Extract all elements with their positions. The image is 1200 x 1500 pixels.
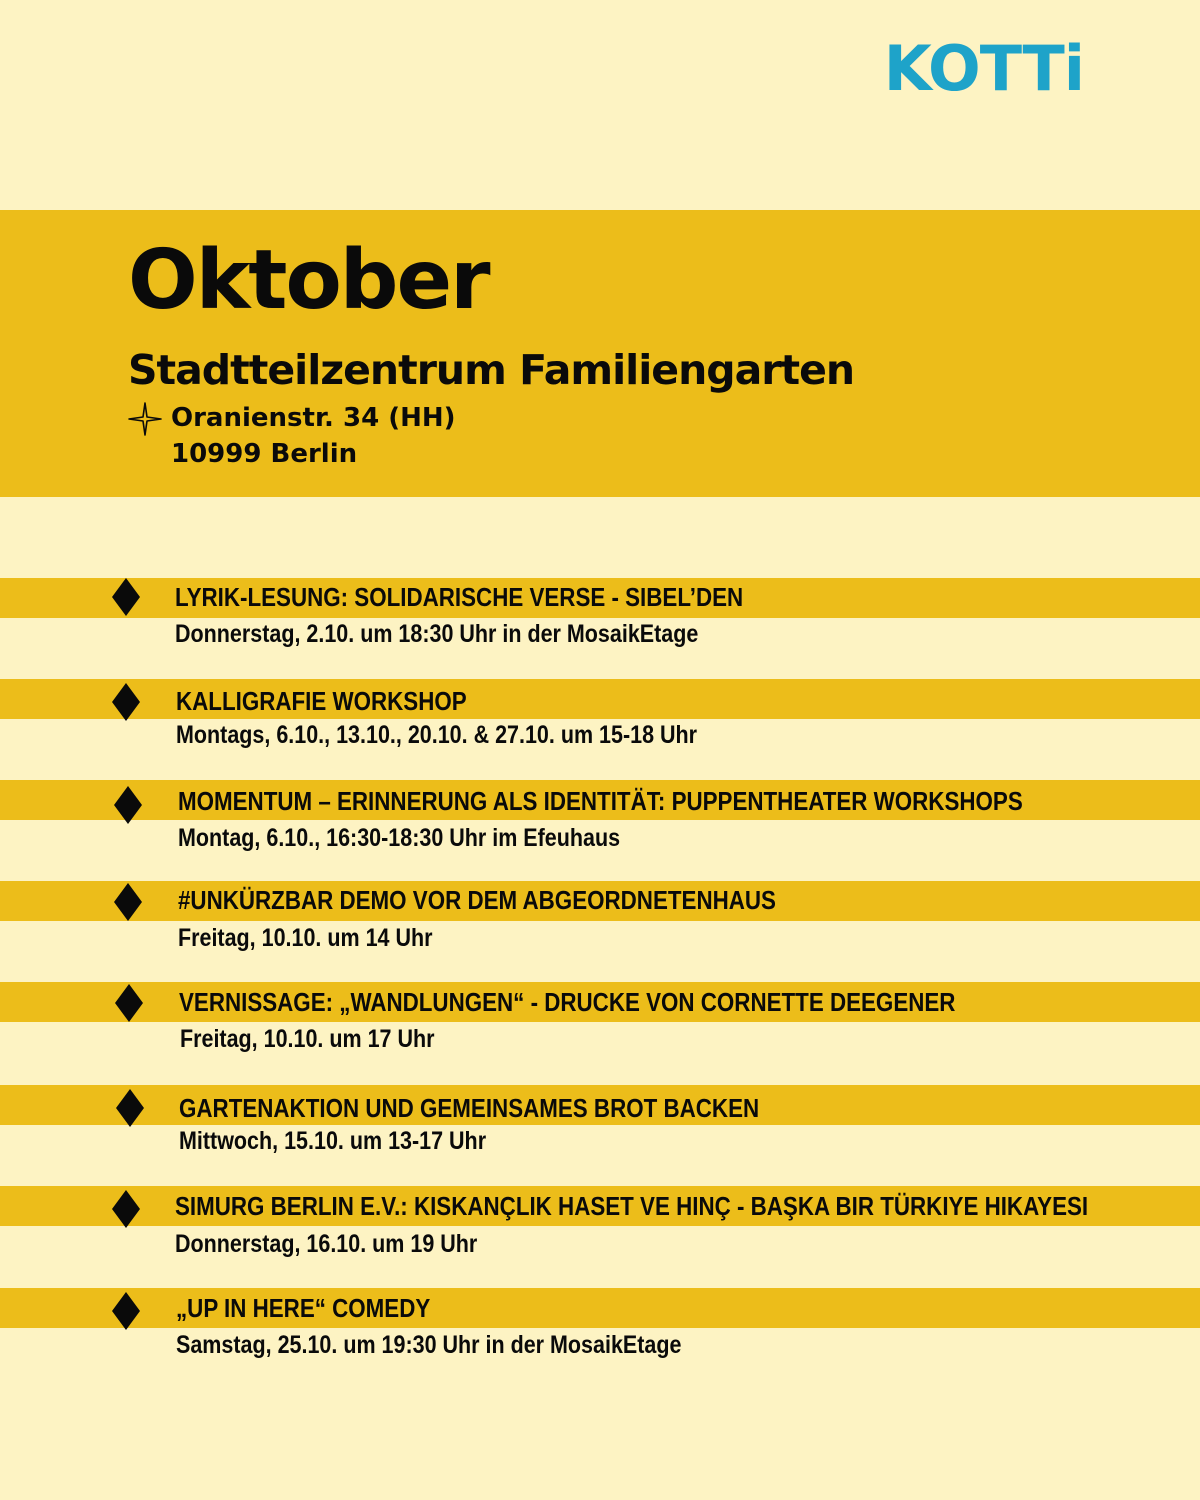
address-city: 10999 Berlin [171,439,358,469]
event-title: #UNKÜRZBAR DEMO VOR DEM ABGEORDNETENHAUS [178,885,776,915]
event-title: GARTENAKTION UND GEMEINSAMES BROT BACKEN [179,1093,760,1123]
compass-star-icon [128,402,162,436]
diamond-bullet-icon [112,786,144,824]
event-date: Donnerstag, 2.10. um 18:30 Uhr in der MosaikEtage [175,620,699,648]
event-title: LYRIK-LESUNG: SOLIDARISCHE VERSE - SIBEL’DEN [175,582,744,612]
event-date: Donnerstag, 16.10. um 19 Uhr [175,1230,478,1258]
diamond-bullet-icon [112,883,144,921]
event-date: Freitag, 10.10. um 14 Uhr [178,924,433,952]
venue-name: Stadtteilzentrum Familiengarten [128,346,855,394]
event-title: „UP IN HERE“ COMEDY [176,1293,431,1323]
event-title: KALLIGRAFIE WORKSHOP [176,686,467,716]
event-date: Montag, 6.10., 16:30-18:30 Uhr im Efeuhaus [178,824,621,852]
diamond-bullet-icon [110,1292,142,1330]
event-title: MOMENTUM – ERINNERUNG ALS IDENTITÄT: PUPPENTHEATER WORKSHOPS [178,786,1023,816]
month-title: Oktober [128,233,489,328]
event-date: Mittwoch, 15.10. um 13-17 Uhr [179,1127,487,1155]
event-title: VERNISSAGE: „WANDLUNGEN“ - DRUCKE VON CORNETTE DEEGENER [179,987,956,1017]
event-date: Samstag, 25.10. um 19:30 Uhr in der MosaikEtage [176,1331,682,1359]
diamond-bullet-icon [110,683,142,721]
diamond-bullet-icon [110,578,142,616]
event-date: Freitag, 10.10. um 17 Uhr [180,1025,435,1053]
event-date: Montags, 6.10., 13.10., 20.10. & 27.10. um 15-18 Uhr [176,721,698,749]
diamond-bullet-icon [114,1089,146,1127]
diamond-bullet-icon [110,1190,142,1228]
kotti-logo: KOTTi [883,32,1084,105]
diamond-bullet-icon [113,984,145,1022]
event-title: SIMURG BERLIN E.V.: KISKANÇLIK HASET VE HINÇ - BAŞKA BIR TÜRKIYE HIKAYESI [175,1191,1089,1221]
address-street: Oranienstr. 34 (HH) [171,403,456,433]
